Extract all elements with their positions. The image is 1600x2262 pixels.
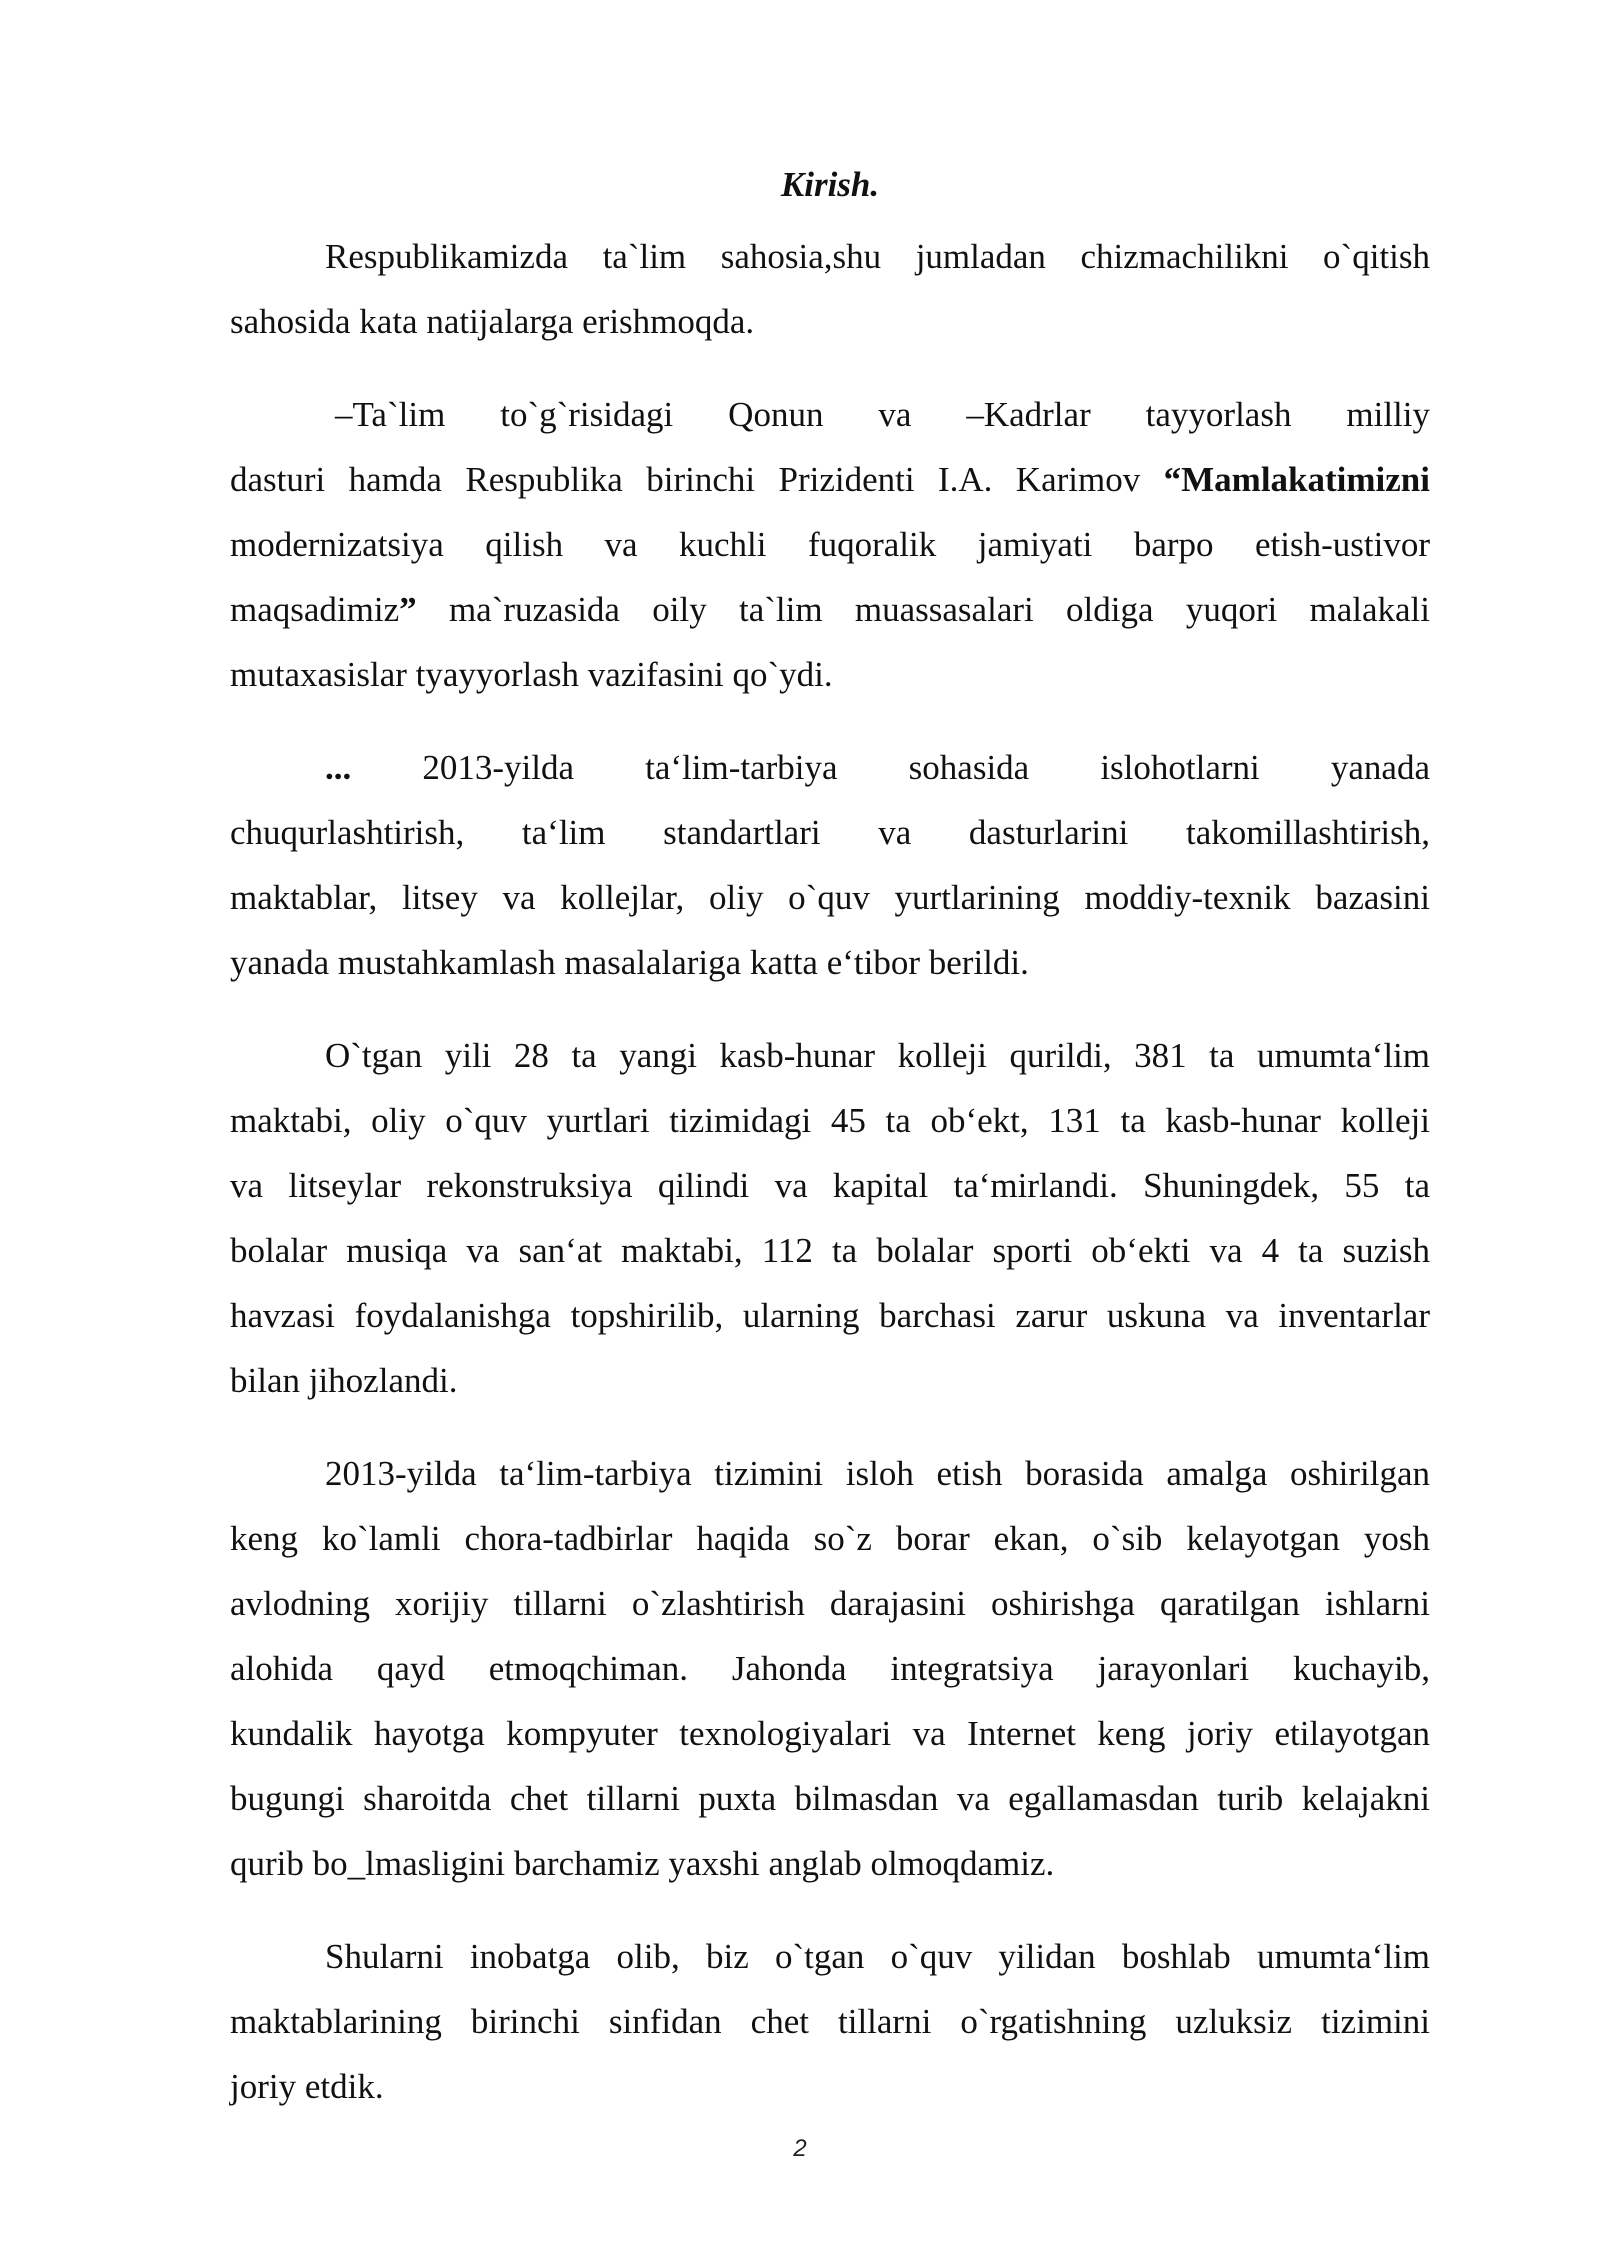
- paragraph-line: [230, 447, 1430, 512]
- page-number: 2: [793, 2135, 807, 2162]
- paragraph-line: Respublikamizda ta`lim sahosia,shu jumladan chizmachilikni o`qitish: [325, 237, 1430, 276]
- paragraph-line: [230, 735, 1430, 800]
- paragraph-line: bolalar musiqa va san‘at maktabi, 112 ta bolalar sporti ob‘ekti va 4 ta suzish: [230, 1231, 1430, 1270]
- paragraph-line: Shularni inobatga olib, biz o`tgan o`quv yilidan boshlab umumta‘lim: [325, 1937, 1430, 1976]
- paragraph-line: havzasi foydalanishga topshirilib, ularning barchasi zarur uskuna va inventarlar: [230, 1296, 1430, 1335]
- paragraph-line: maktabi, oliy o`quv yurtlari tizimidagi 45 ta ob‘ekt, 131 ta kasb-hunar kolleji: [230, 1101, 1430, 1140]
- paragraph-line: –Ta`lim to`g`risidagi Qonun va –Kadrlar tayyorlash milliy: [335, 395, 1430, 434]
- paragraph-line: mutaxasislar tyayyorlash vazifasini qo`ydi.: [230, 655, 833, 694]
- paragraph-line: O`tgan yili 28 ta yangi kasb-hunar kolleji qurildi, 381 ta umumta‘lim: [325, 1036, 1430, 1075]
- paragraph-3: [230, 735, 1430, 995]
- paragraph-5: [230, 1441, 1430, 1896]
- paragraph-line: keng ko`lamli chora-tadbirlar haqida so`z borar ekan, o`sib kelayotgan yosh: [230, 1519, 1430, 1558]
- paragraph-line: [230, 577, 1430, 642]
- paragraph-line: joriy etdik.: [230, 2067, 384, 2106]
- quote-phrase: “Mamlakatimizni: [1163, 460, 1430, 499]
- ellipsis: ...: [325, 748, 352, 787]
- line-text: 2013-yilda ta‘lim-tarbiya sohasida islohotlarni yanada: [422, 748, 1430, 787]
- paragraph-line: 2013-yilda ta‘lim-tarbiya tizimini isloh etish borasida amalga oshirilgan: [325, 1454, 1430, 1493]
- paragraph-line: modernizatsiya qilish va kuchli fuqoralik jamiyati barpo etish-ustivor: [230, 525, 1430, 564]
- paragraph-line: qurib bo_lmasligini barchamiz yaxshi anglab olmoqdamiz.: [230, 1844, 1055, 1883]
- paragraph-4: [230, 1023, 1430, 1413]
- paragraph-line: bugungi sharoitda chet tillarni puxta bilmasdan va egallamasdan turib kelajakni: [230, 1779, 1430, 1818]
- line-text: maqsadimiz: [230, 590, 400, 629]
- paragraph-line: alohida qayd etmoqchiman. Jahonda integratsiya jarayonlari kuchayib,: [230, 1649, 1430, 1688]
- document-page: [230, 160, 1430, 2147]
- paragraph-line: chuqurlashtirish, ta‘lim standartlari va dasturlarini takomillashtirish,: [230, 813, 1430, 852]
- paragraph-line: yanada mustahkamlash masalalariga katta e‘tibor berildi.: [230, 943, 1029, 982]
- paragraph-line: maktablar, litsey va kollejlar, oliy o`quv yurtlarining moddiy-texnik bazasini: [230, 878, 1430, 917]
- paragraph-line: maktablarining birinchi sinfidan chet tillarni o`rgatishning uzluksiz tizimini: [230, 2002, 1430, 2041]
- paragraph-6: [230, 1924, 1430, 2119]
- paragraph-line: kundalik hayotga kompyuter texnologiyalari va Internet keng joriy etilayotgan: [230, 1714, 1430, 1753]
- paragraph-line: avlodning xorijiy tillarni o`zlashtirish darajasini oshirishga qaratilgan ishlarni: [230, 1584, 1430, 1623]
- paragraph-2: [230, 382, 1430, 707]
- line-text: ma`ruzasida oily ta`lim muassasalari oldiga yuqori malakali: [448, 590, 1431, 629]
- paragraph-1: [230, 224, 1430, 354]
- section-title: Kirish.: [780, 165, 880, 204]
- paragraph-line: sahosida kata natijalarga erishmoqda.: [230, 302, 755, 341]
- paragraph-line: bilan jihozlandi.: [230, 1361, 458, 1400]
- closing-quote: ”: [399, 590, 417, 629]
- paragraph-line: va litseylar rekonstruksiya qilindi va kapital ta‘mirlandi. Shuningdek, 55 ta: [230, 1166, 1430, 1205]
- line-text: dasturi hamda Respublika birinchi Prizidenti I.A. Karimov: [230, 460, 1141, 499]
